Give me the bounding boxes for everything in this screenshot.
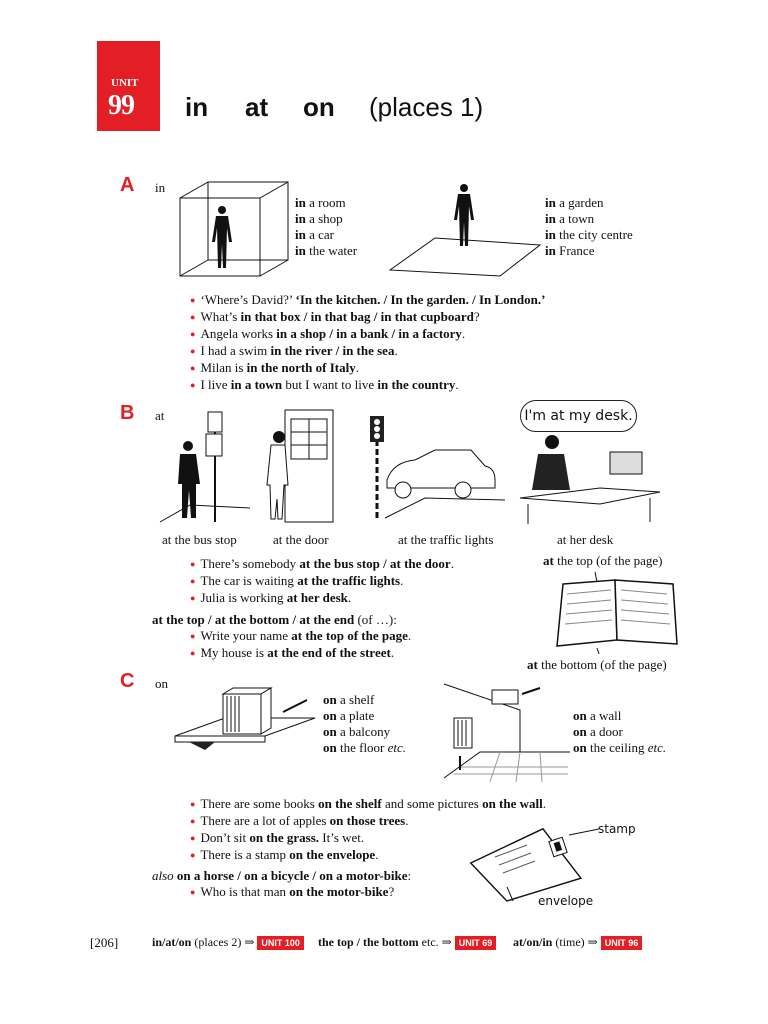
caption-her-desk: at her desk [557,532,614,547]
book-illustration [555,570,680,655]
stamp-label: stamp [598,822,636,836]
title-at: at [245,92,269,122]
list-item: in France [545,243,595,258]
list-item: in a town [545,211,595,226]
list-item: in the water [295,243,358,258]
example-sentence: ● There are a lot of apples on those trees. [190,813,546,830]
cross-ref[interactable]: in/at/on (places 2) ⇒ UNIT 100 [152,935,304,950]
list-item: in a room [295,195,346,210]
example-sentence: ● The car is waiting at the traffic lights. [190,573,454,590]
section-b-letter: B [120,402,135,424]
shelf-illustration [175,688,325,758]
example-sentence: ● My house is at the end of the street. [190,645,411,662]
example-sentence: ● Julia is working at her desk. [190,590,454,607]
in-list-left [295,195,357,259]
cross-ref[interactable]: the top / the bottom etc. ⇒ UNIT 69 [318,935,496,950]
section-a-letter: A [120,174,135,196]
example-sentence: ● Who is that man on the motor-bike? [190,884,394,901]
section-b-keyword: at [155,408,165,423]
in-examples [190,292,545,394]
envelope-label: envelope [538,894,594,908]
example-sentence: ● I had a swim in the river / in the sea. [190,343,545,360]
list-item: in the city centre [545,227,633,242]
unit-ref-badge[interactable]: UNIT 96 [601,936,643,950]
at-rule-examples [190,628,411,662]
list-item: on a wall [573,708,622,723]
at-examples [190,556,454,607]
unit-number: 99 [108,90,134,121]
caption-bus-stop: at the bus stop [162,532,237,547]
list-item: on the floor etc. [323,740,407,755]
example-sentence: ● There is a stamp on the envelope. [190,847,546,864]
desk-illustration [520,430,660,525]
bus-stop-illustration [160,410,250,525]
list-item: on a door [573,724,623,739]
example-sentence: ● Don’t sit on the grass. It’s wet. [190,830,546,847]
also-rule: also on a horse / on a bicycle / on a motor-bike: [152,868,412,883]
on-list-left [323,692,406,756]
list-item: in a car [295,227,334,242]
example-sentence: ● There are some books on the shelf and some pictures on the wall. [190,796,546,813]
on-list-right [573,708,666,756]
envelope-illustration [465,825,595,900]
example-sentence: ● ‘Where’s David?’ ‘In the kitchen. / In the garden. / In London.’ [190,292,545,309]
garden-illustration [390,180,540,280]
room-illustration [440,682,570,787]
at-rule: at the top / at the bottom / at the end (of …): [152,612,397,627]
book-bottom-label: at the bottom (of the page) [527,657,667,672]
list-item: on a shelf [323,692,375,707]
caption-traffic-lights: at the traffic lights [398,532,494,547]
traffic-lights-illustration [365,410,505,520]
list-item: on a plate [323,708,375,723]
example-sentence: ● Milan is in the north of Italy. [190,360,545,377]
section-a-keyword: in [155,180,166,195]
title-in: in [185,92,209,122]
list-item: on the ceiling etc. [573,740,667,755]
page-number: [206] [90,935,119,950]
caption-door: at the door [273,532,329,547]
title-paren: (places 1) [369,92,484,122]
example-sentence: ● There’s somebody at the bus stop / at the door. [190,556,454,573]
section-c-keyword: on [155,676,168,691]
book-top-label: at the top (of the page) [543,553,663,568]
example-sentence: ● I live in a town but I want to live in the country. [190,377,545,394]
section-c-letter: C [120,670,135,692]
unit-label: UNIT [111,77,139,89]
in-list-right [545,195,633,259]
speech-bubble: I'm at my desk. [520,400,637,432]
list-item: in a shop [295,211,343,226]
list-item: in a garden [545,195,604,210]
unit-ref-badge[interactable]: UNIT 69 [455,936,497,950]
also-examples [190,884,394,901]
door-illustration [265,405,340,525]
cube-illustration [178,180,293,280]
unit-ref-badge[interactable]: UNIT 100 [257,936,304,950]
example-sentence: ● What’s in that box / in that bag / in that cupboard? [190,309,545,326]
unit-badge [97,41,160,131]
cross-ref[interactable]: at/on/in (time) ⇒ UNIT 96 [513,935,642,950]
title-on: on [303,92,335,122]
example-sentence: ● Write your name at the top of the page. [190,628,411,645]
example-sentence: ● Angela works in a shop / in a bank / in a factory. [190,326,545,343]
list-item: on a balcony [323,724,391,739]
